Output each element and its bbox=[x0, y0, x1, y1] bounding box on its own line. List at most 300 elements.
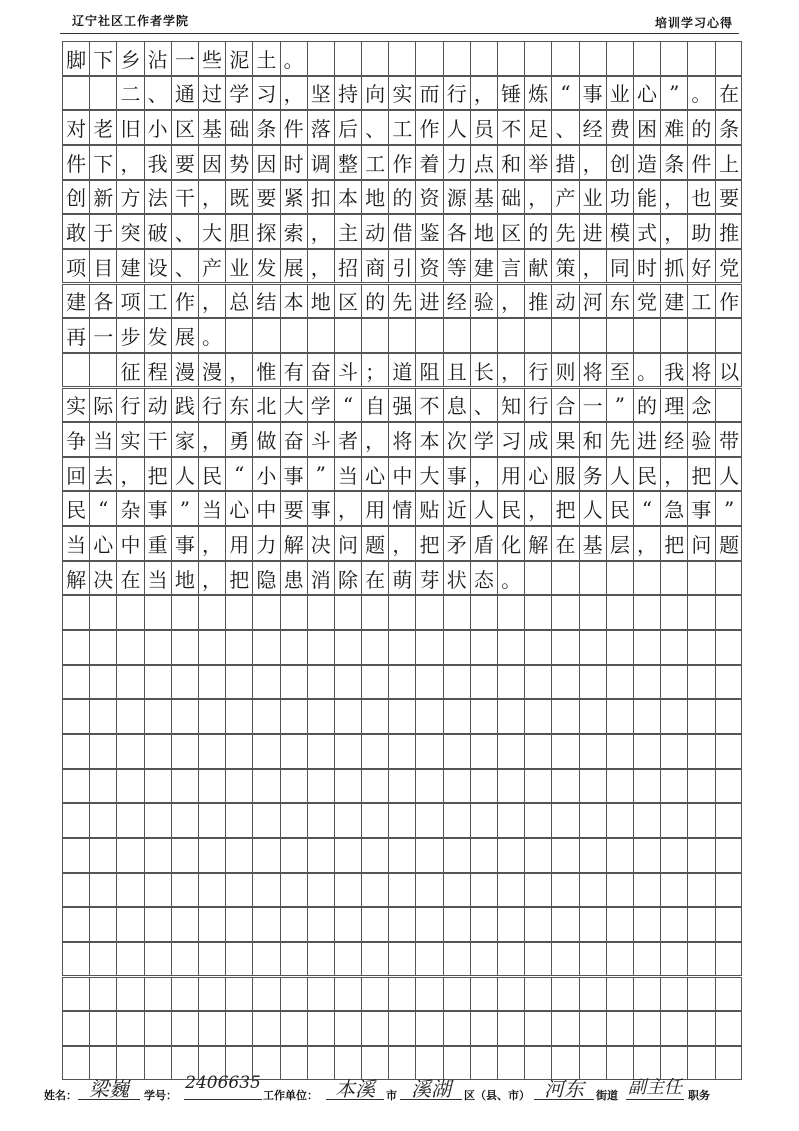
grid-cell: 当 bbox=[90, 423, 117, 456]
grid-cell: 等 bbox=[444, 250, 471, 283]
grid-cell bbox=[63, 596, 90, 629]
grid-cell: 决 bbox=[308, 527, 335, 560]
grid-cell bbox=[634, 631, 661, 664]
grid-cell: 工 bbox=[688, 285, 715, 318]
grid-cell bbox=[199, 978, 226, 1011]
grid-cell: 言 bbox=[498, 250, 525, 283]
grid-cell bbox=[634, 700, 661, 733]
grid-cell bbox=[716, 943, 743, 976]
grid-cell: 项 bbox=[63, 250, 90, 283]
grid-cell: 结 bbox=[253, 285, 280, 318]
grid-row bbox=[62, 41, 742, 76]
grid-cell: 旧 bbox=[117, 111, 144, 144]
grid-row bbox=[62, 734, 742, 769]
grid-row bbox=[62, 803, 742, 838]
grid-cell: 问 bbox=[688, 527, 715, 560]
grid-cell: 行 bbox=[525, 354, 552, 387]
grid-cell: 实 bbox=[389, 77, 416, 110]
grid-cell: 因 bbox=[199, 146, 226, 179]
grid-row bbox=[62, 249, 742, 284]
grid-cell: 础 bbox=[226, 111, 253, 144]
grid-cell bbox=[716, 874, 743, 907]
grid-cell bbox=[172, 908, 199, 941]
grid-cell: 行 bbox=[199, 389, 226, 422]
grid-cell bbox=[552, 596, 579, 629]
grid-cell: ， bbox=[199, 527, 226, 560]
grid-cell: 各 bbox=[90, 285, 117, 318]
grid-cell: 次 bbox=[444, 423, 471, 456]
grid-cell bbox=[688, 562, 715, 595]
grid-cell bbox=[199, 700, 226, 733]
grid-cell bbox=[525, 666, 552, 699]
grid-cell: 锤 bbox=[498, 77, 525, 110]
grid-cell bbox=[253, 770, 280, 803]
grid-cell: 知 bbox=[498, 389, 525, 422]
grid-cell: 心 bbox=[90, 527, 117, 560]
grid-row bbox=[62, 284, 742, 319]
grid-cell bbox=[661, 804, 688, 837]
street-value: 河东 bbox=[534, 1073, 594, 1100]
grid-cell bbox=[281, 943, 308, 976]
grid-cell bbox=[335, 735, 362, 768]
grid-cell: 也 bbox=[688, 181, 715, 214]
grid-cell: 斗 bbox=[308, 423, 335, 456]
grid-cell bbox=[688, 874, 715, 907]
grid-cell: 党 bbox=[719, 255, 740, 280]
grid-cell: “ bbox=[226, 458, 253, 491]
grid-cell bbox=[172, 631, 199, 664]
grid-cell bbox=[498, 978, 525, 1011]
grid-cell bbox=[389, 978, 416, 1011]
grid-cell: 策 bbox=[552, 250, 579, 283]
grid-cell bbox=[90, 804, 117, 837]
grid-cell bbox=[634, 735, 661, 768]
grid-cell: 方 bbox=[117, 181, 144, 214]
grid-cell bbox=[552, 770, 579, 803]
grid-cell: 隐 bbox=[253, 562, 280, 595]
grid-cell: 商 bbox=[362, 250, 389, 283]
grid-cell: 人 bbox=[172, 458, 199, 491]
grid-cell bbox=[117, 631, 144, 664]
grid-cell: 状 bbox=[444, 562, 471, 595]
grid-cell bbox=[335, 1012, 362, 1045]
grid-cell bbox=[90, 1012, 117, 1045]
grid-cell: 地 bbox=[308, 285, 335, 318]
grid-cell bbox=[362, 596, 389, 629]
grid-cell bbox=[253, 978, 280, 1011]
grid-cell bbox=[145, 908, 172, 941]
grid-cell: 东 bbox=[607, 285, 634, 318]
grid-cell: 在 bbox=[117, 562, 144, 595]
grid-cell: 斗 bbox=[335, 354, 362, 387]
grid-cell: 将 bbox=[389, 423, 416, 456]
grid-cell: 将 bbox=[688, 354, 715, 387]
grid-cell: 题 bbox=[362, 527, 389, 560]
grid-cell: 当 bbox=[145, 562, 172, 595]
grid-cell bbox=[416, 631, 443, 664]
grid-cell bbox=[199, 1012, 226, 1045]
grid-cell bbox=[172, 666, 199, 699]
grid-cell bbox=[580, 666, 607, 699]
grid-cell bbox=[552, 839, 579, 872]
grid-cell bbox=[580, 42, 607, 75]
grid-cell bbox=[498, 839, 525, 872]
grid-cell: 合 bbox=[552, 389, 579, 422]
grid-cell: 资 bbox=[416, 250, 443, 283]
grid-cell bbox=[389, 596, 416, 629]
grid-cell bbox=[90, 700, 117, 733]
grid-cell: 胆 bbox=[226, 215, 253, 248]
grid-cell bbox=[281, 978, 308, 1011]
grid-cell bbox=[471, 978, 498, 1011]
grid-cell bbox=[145, 770, 172, 803]
grid-cell: ， bbox=[661, 215, 688, 248]
grid-cell bbox=[498, 319, 525, 352]
grid-cell: 有 bbox=[281, 354, 308, 387]
grid-cell: 上 bbox=[719, 151, 740, 176]
grid-cell bbox=[253, 666, 280, 699]
grid-cell bbox=[525, 735, 552, 768]
grid-cell bbox=[145, 943, 172, 976]
grid-cell: 势 bbox=[226, 146, 253, 179]
grid-cell bbox=[281, 631, 308, 664]
grid-cell bbox=[389, 874, 416, 907]
grid-cell bbox=[525, 1012, 552, 1045]
grid-cell bbox=[552, 42, 579, 75]
grid-cell: 经 bbox=[661, 423, 688, 456]
grid-cell: ， bbox=[661, 181, 688, 214]
grid-row bbox=[62, 491, 742, 526]
grid-cell: ， bbox=[580, 250, 607, 283]
grid-cell bbox=[552, 631, 579, 664]
grid-row bbox=[62, 873, 742, 908]
grid-cell bbox=[145, 596, 172, 629]
grid-cell: 动 bbox=[145, 389, 172, 422]
grid-cell bbox=[117, 700, 144, 733]
grid-cell: ， bbox=[498, 354, 525, 387]
grid-cell: 要 bbox=[281, 492, 308, 525]
grid-cell: 的 bbox=[634, 389, 661, 422]
city-suffix: 市 bbox=[386, 1089, 397, 1102]
grid-cell bbox=[117, 839, 144, 872]
grid-cell: 层 bbox=[607, 527, 634, 560]
grid-cell: 作 bbox=[172, 285, 199, 318]
grid-cell bbox=[552, 700, 579, 733]
grid-cell: 我 bbox=[661, 354, 688, 387]
grid-cell: 果 bbox=[552, 423, 579, 456]
grid-cell bbox=[117, 1012, 144, 1045]
grid-cell: 、 bbox=[552, 111, 579, 144]
grid-cell: 务 bbox=[580, 458, 607, 491]
grid-cell bbox=[63, 354, 90, 387]
grid-cell bbox=[117, 666, 144, 699]
grid-cell bbox=[253, 735, 280, 768]
grid-cell bbox=[634, 978, 661, 1011]
grid-cell: 炼 bbox=[525, 77, 552, 110]
grid-cell: 的 bbox=[525, 215, 552, 248]
grid-cell bbox=[552, 562, 579, 595]
grid-cell bbox=[498, 908, 525, 941]
grid-cell: 不 bbox=[416, 389, 443, 422]
grid-cell: 中 bbox=[389, 458, 416, 491]
grid-cell: 事 bbox=[281, 458, 308, 491]
grid-cell: 成 bbox=[525, 423, 552, 456]
grid-cell bbox=[634, 319, 661, 352]
grid-cell: 的 bbox=[362, 285, 389, 318]
grid-cell bbox=[335, 943, 362, 976]
grid-cell: 破 bbox=[145, 215, 172, 248]
grid-cell: 息 bbox=[444, 389, 471, 422]
grid-cell: 民 bbox=[63, 492, 90, 525]
grid-cell: 作 bbox=[416, 111, 443, 144]
grid-cell: 作 bbox=[719, 290, 740, 315]
grid-cell: 进 bbox=[580, 215, 607, 248]
grid-cell: 惟 bbox=[253, 354, 280, 387]
grid-cell: ， bbox=[580, 146, 607, 179]
grid-cell: ， bbox=[226, 354, 253, 387]
grid-cell: 习 bbox=[498, 423, 525, 456]
grid-cell: 建 bbox=[661, 285, 688, 318]
grid-cell: 力 bbox=[253, 527, 280, 560]
grid-cell bbox=[471, 735, 498, 768]
grid-cell: 新 bbox=[90, 181, 117, 214]
grid-cell: 解 bbox=[281, 527, 308, 560]
grid-cell bbox=[498, 596, 525, 629]
grid-cell: 行 bbox=[444, 77, 471, 110]
grid-cell bbox=[416, 735, 443, 768]
grid-cell bbox=[63, 908, 90, 941]
grid-cell: 当 bbox=[335, 458, 362, 491]
grid-cell: 向 bbox=[362, 77, 389, 110]
grid-cell bbox=[580, 562, 607, 595]
grid-cell bbox=[716, 908, 743, 941]
grid-cell: 落 bbox=[308, 111, 335, 144]
grid-cell bbox=[199, 735, 226, 768]
grid-cell: 本 bbox=[281, 285, 308, 318]
grid-cell bbox=[63, 874, 90, 907]
grid-cell bbox=[416, 42, 443, 75]
grid-cell bbox=[688, 770, 715, 803]
grid-cell: 探 bbox=[253, 215, 280, 248]
grid-cell bbox=[253, 839, 280, 872]
grid-cell bbox=[362, 700, 389, 733]
grid-cell bbox=[716, 319, 743, 352]
grid-cell: 经 bbox=[580, 111, 607, 144]
grid-cell bbox=[362, 1012, 389, 1045]
grid-cell: 既 bbox=[226, 181, 253, 214]
grid-row bbox=[62, 838, 742, 873]
grid-cell bbox=[117, 770, 144, 803]
grid-cell: 产 bbox=[552, 181, 579, 214]
grid-row bbox=[62, 110, 742, 145]
grid-cell bbox=[688, 666, 715, 699]
grid-cell: 人 bbox=[444, 111, 471, 144]
grid-cell: 用 bbox=[362, 492, 389, 525]
work-unit-label: 工作单位： bbox=[263, 1089, 318, 1102]
grid-cell bbox=[661, 319, 688, 352]
grid-cell bbox=[253, 908, 280, 941]
grid-cell bbox=[389, 319, 416, 352]
grid-cell bbox=[145, 1012, 172, 1045]
grid-cell: 一 bbox=[172, 42, 199, 75]
grid-cell bbox=[416, 943, 443, 976]
grid-cell bbox=[362, 839, 389, 872]
grid-cell: 经 bbox=[444, 285, 471, 318]
grid-cell bbox=[172, 735, 199, 768]
grid-cell bbox=[117, 943, 144, 976]
grid-cell: 好 bbox=[688, 250, 715, 283]
grid-cell: 。 bbox=[634, 354, 661, 387]
grid-cell: 心 bbox=[362, 458, 389, 491]
grid-cell: 贴 bbox=[416, 492, 443, 525]
grid-cell bbox=[117, 908, 144, 941]
grid-cell: 助 bbox=[688, 215, 715, 248]
grid-cell bbox=[525, 319, 552, 352]
grid-cell: 本 bbox=[416, 423, 443, 456]
grid-cell bbox=[281, 1012, 308, 1045]
grid-cell bbox=[498, 700, 525, 733]
district-value: 溪湖 bbox=[400, 1073, 462, 1100]
grid-cell bbox=[145, 804, 172, 837]
grid-cell: 过 bbox=[199, 77, 226, 110]
grid-cell bbox=[607, 978, 634, 1011]
grid-cell bbox=[362, 874, 389, 907]
grid-cell: 实 bbox=[117, 423, 144, 456]
grid-cell bbox=[281, 700, 308, 733]
grid-cell: 工 bbox=[362, 146, 389, 179]
grid-cell bbox=[226, 735, 253, 768]
grid-cell bbox=[525, 770, 552, 803]
grid-cell bbox=[362, 978, 389, 1011]
grid-cell bbox=[172, 874, 199, 907]
grid-cell bbox=[444, 978, 471, 1011]
grid-cell: 道 bbox=[389, 354, 416, 387]
grid-cell bbox=[63, 770, 90, 803]
grid-cell: 、 bbox=[471, 389, 498, 422]
grid-row bbox=[62, 942, 742, 977]
grid-cell bbox=[498, 770, 525, 803]
grid-cell: 在 bbox=[362, 562, 389, 595]
grid-cell: 员 bbox=[471, 111, 498, 144]
grid-cell bbox=[117, 804, 144, 837]
grid-row bbox=[62, 1011, 742, 1046]
grid-cell: 法 bbox=[145, 181, 172, 214]
grid-cell: 鉴 bbox=[416, 215, 443, 248]
grid-cell: 因 bbox=[253, 146, 280, 179]
grid-cell: 者 bbox=[335, 423, 362, 456]
grid-cell: 漫 bbox=[172, 354, 199, 387]
grid-cell bbox=[688, 1012, 715, 1045]
grid-cell: 础 bbox=[498, 181, 525, 214]
grid-cell: ” bbox=[308, 458, 335, 491]
grid-cell bbox=[335, 666, 362, 699]
grid-row bbox=[62, 665, 742, 700]
grid-cell bbox=[308, 804, 335, 837]
grid-cell bbox=[634, 562, 661, 595]
grid-cell: 要 bbox=[172, 146, 199, 179]
grid-cell: 一 bbox=[580, 389, 607, 422]
grid-cell bbox=[335, 631, 362, 664]
grid-cell bbox=[634, 666, 661, 699]
grid-cell: 目 bbox=[90, 250, 117, 283]
grid-cell bbox=[199, 874, 226, 907]
grid-cell bbox=[444, 735, 471, 768]
grid-cell bbox=[471, 839, 498, 872]
grid-cell: 困 bbox=[634, 111, 661, 144]
grid-cell: 通 bbox=[172, 77, 199, 110]
grid-cell bbox=[661, 770, 688, 803]
grid-cell bbox=[145, 978, 172, 1011]
grid-cell: 动 bbox=[362, 215, 389, 248]
grid-cell bbox=[661, 42, 688, 75]
grid-cell bbox=[471, 631, 498, 664]
grid-cell bbox=[552, 319, 579, 352]
grid-cell bbox=[634, 596, 661, 629]
grid-cell bbox=[362, 908, 389, 941]
grid-cell bbox=[580, 1012, 607, 1045]
grid-cell bbox=[661, 943, 688, 976]
grid-cell bbox=[389, 770, 416, 803]
grid-cell bbox=[688, 735, 715, 768]
grid-cell bbox=[199, 804, 226, 837]
grid-cell: 除 bbox=[335, 562, 362, 595]
grid-cell: 创 bbox=[607, 146, 634, 179]
grid-cell bbox=[308, 908, 335, 941]
grid-cell bbox=[607, 596, 634, 629]
grid-cell: 推 bbox=[719, 221, 740, 246]
grid-cell bbox=[580, 735, 607, 768]
grid-cell: 要 bbox=[719, 186, 740, 211]
grid-cell bbox=[172, 943, 199, 976]
grid-cell: 芽 bbox=[416, 562, 443, 595]
grid-cell: 发 bbox=[145, 319, 172, 352]
grid-cell: 心 bbox=[634, 77, 661, 110]
grid-cell bbox=[172, 804, 199, 837]
grid-cell bbox=[716, 804, 743, 837]
grid-cell: 展 bbox=[281, 250, 308, 283]
grid-cell bbox=[498, 666, 525, 699]
grid-cell bbox=[281, 666, 308, 699]
grid-cell bbox=[498, 943, 525, 976]
grid-cell: 一 bbox=[90, 319, 117, 352]
grid-cell: 同 bbox=[607, 250, 634, 283]
grid-cell: 至 bbox=[607, 354, 634, 387]
grid-cell bbox=[335, 770, 362, 803]
grid-cell: 、 bbox=[145, 77, 172, 110]
grid-cell: 条 bbox=[253, 111, 280, 144]
grid-cell bbox=[362, 319, 389, 352]
grid-cell bbox=[63, 978, 90, 1011]
grid-cell: 引 bbox=[389, 250, 416, 283]
grid-cell: 力 bbox=[444, 146, 471, 179]
grid-cell bbox=[172, 978, 199, 1011]
grid-cell: 的 bbox=[688, 111, 715, 144]
grid-cell: 能 bbox=[634, 181, 661, 214]
grid-cell bbox=[335, 874, 362, 907]
grid-cell bbox=[226, 770, 253, 803]
grid-cell bbox=[362, 943, 389, 976]
grid-cell bbox=[63, 839, 90, 872]
grid-cell: 下 bbox=[90, 42, 117, 75]
grid-cell bbox=[281, 874, 308, 907]
grid-cell: 北 bbox=[253, 389, 280, 422]
grid-cell: 心 bbox=[525, 458, 552, 491]
grid-cell: 点 bbox=[471, 146, 498, 179]
grid-cell bbox=[688, 804, 715, 837]
grid-cell bbox=[117, 596, 144, 629]
grid-cell bbox=[444, 631, 471, 664]
grid-cell: 本 bbox=[335, 181, 362, 214]
